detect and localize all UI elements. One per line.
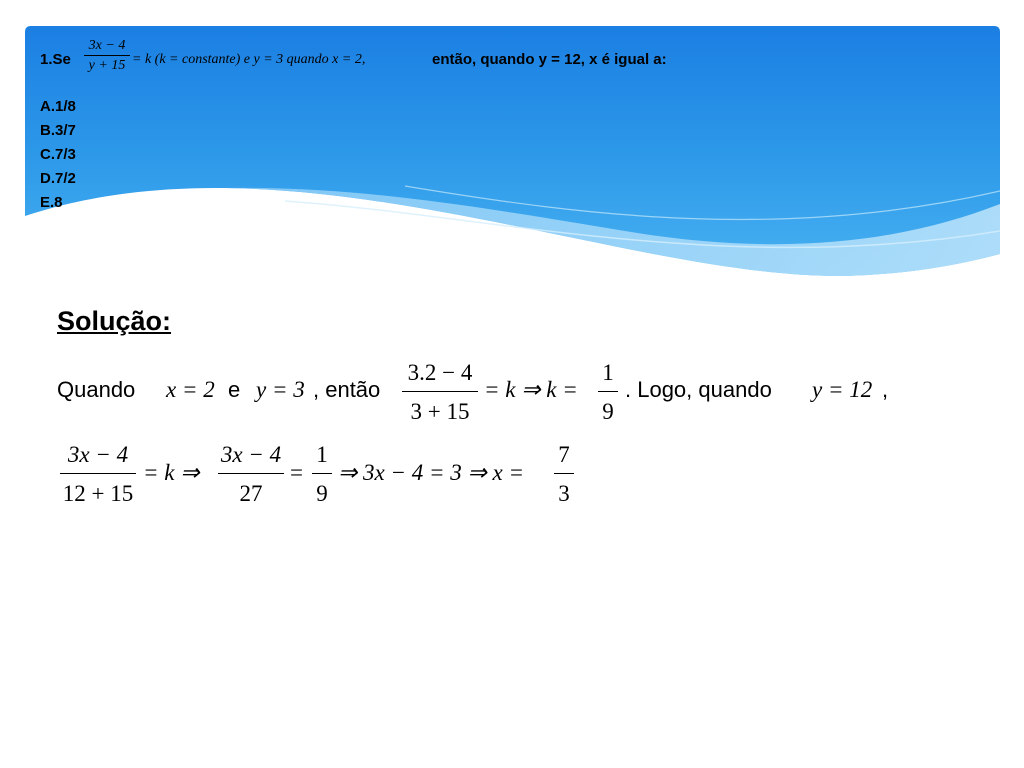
question-number: 1.Se [40,51,71,68]
line1-fraction-1-den: 3 + 15 [410,399,470,424]
line2-fraction-1-num [60,441,136,469]
line2-fraction-4 [554,441,574,508]
line1-mid [484,377,578,403]
line2-op1-text: = k ⇒ [143,460,200,485]
line2-fraction-2-num-text: 3x − 4 [220,442,282,467]
line1-y12-text: y = 12 [812,377,873,402]
line2-fraction-4-den: 3 [558,481,570,506]
line2-op3-text: ⇒ 3x − 4 = 3 ⇒ x = [338,460,525,485]
question-fraction-numerator: 3x − 4 [88,38,126,53]
fraction-bar [84,55,130,56]
line2-fraction-2-den: 27 [239,481,263,506]
option-c[interactable]: C.7/3 [40,146,76,163]
line2-op3 [338,460,524,486]
line1-y-eq-text: y = 3 [256,377,305,402]
question-fraction [84,37,130,74]
fraction-bar [598,391,618,392]
line1-x-eq [166,377,215,403]
option-d[interactable]: D.7/2 [40,170,76,187]
fraction-bar [554,473,574,474]
line1-fraction-1 [402,359,478,426]
line2-fraction-1-den: 12 + 15 [62,481,134,506]
solution-title: Solução: [57,306,172,336]
line1-fraction-2-den: 9 [602,399,614,424]
option-b[interactable]: B.3/7 [40,122,76,139]
line1-fraction-2-num: 1 [602,360,614,385]
question-condition: = k (k = constante) e y = 3 quando x = 2, [132,52,366,67]
line1-fraction-1-num: 3.2 − 4 [407,360,473,385]
line2-fraction-3-num: 1 [316,442,328,467]
fraction-bar [312,473,332,474]
line2-fraction-1-num-text: 3x − 4 [67,442,129,467]
line1-y-eq [256,377,305,403]
line1-y12 [812,377,872,403]
option-e[interactable]: E.8 [40,194,63,211]
fraction-bar [402,391,478,392]
question-tail: então, quando y = 12, x é igual a: [432,51,667,68]
line2-op2: = [290,460,303,485]
line2-op1 [143,460,200,486]
line1-e: e [228,377,241,402]
line2-fraction-2-num [218,441,284,469]
line1-logo: . Logo, quando [625,377,772,402]
question-fraction-denominator: y + 15 [88,58,126,73]
line1-fraction-2 [598,359,618,426]
fraction-bar [60,473,136,474]
option-a[interactable]: A.1/8 [40,98,76,115]
line2-fraction-3-den: 9 [316,481,328,506]
line1-x-eq-text: x = 2 [166,377,215,402]
line1-mid-text: = k ⇒ k = [484,377,578,402]
line2-fraction-1 [60,441,136,508]
line2-fraction-3 [312,441,332,508]
line2-fraction-4-num: 7 [558,442,570,467]
line1-quando: Quando [57,377,136,402]
line2-fraction-2 [218,441,284,508]
line1-entao: , então [313,377,381,402]
line1-comma: , [882,377,889,402]
fraction-bar [218,473,284,474]
